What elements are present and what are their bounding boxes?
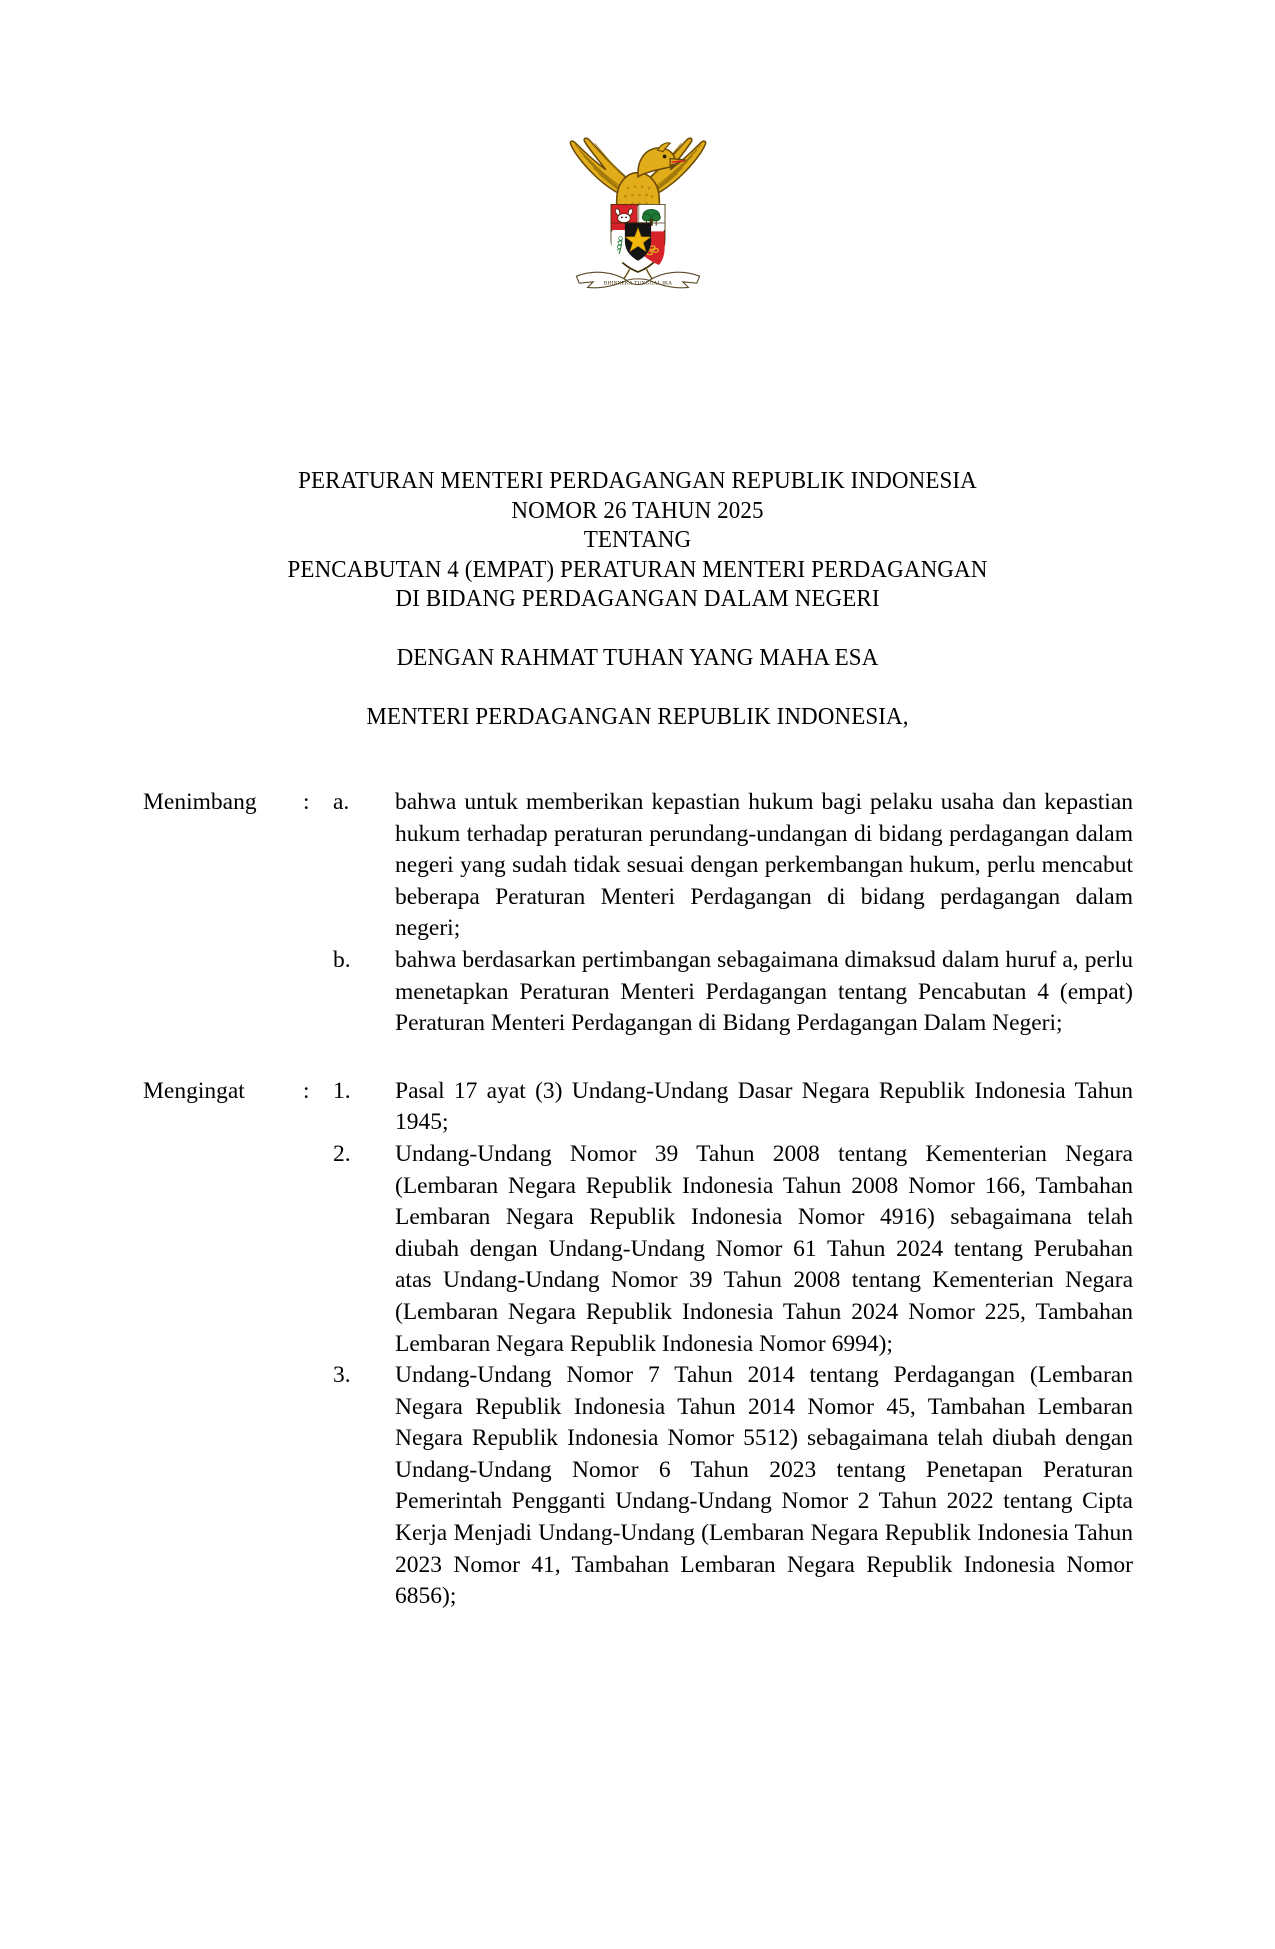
- clause-colon-menimbang: :: [303, 789, 310, 815]
- svg-text:BHINNEKA TUNGGAL IKA: BHINNEKA TUNGGAL IKA: [603, 280, 672, 287]
- item-text: Undang-Undang Nomor 7 Tahun 2014 tentang Perdagangan (Lembaran Negara Republik Indonesia Tahun 2014 Nomor 45, Tambahan Lembaran Negara Republik Indonesia Nomor 5512) sebagaimana telah diubah dengan Undang-Undang Nomor 6 Tahun 2023 tentang Penetapan Peraturan Pemerintah Pengganti Undang-Undang Nomor 2 Tahun 2022 tentang Cipta Kerja Menjadi Undang-Undang (Lembaran Negara Republik Indonesia Tahun 2023 Nomor 41, Tambahan Lembaran Negara Republik Indonesia Nomor 6856);: [395, 1362, 1133, 1610]
- item-text: Pasal 17 ayat (3) Undang-Undang Dasar Negara Republik Indonesia Tahun 1945;: [395, 1077, 1133, 1136]
- invocation-line: DENGAN RAHMAT TUHAN YANG MAHA ESA: [396, 644, 879, 671]
- page-title-line-3: TENTANG: [583, 526, 692, 553]
- list-item: [333, 1360, 1133, 1613]
- document-body: [143, 787, 1133, 1613]
- garuda-pancasila-emblem: [533, 118, 743, 293]
- item-text: bahwa berdasarkan pertimbangan sebagaimana dimaksud dalam huruf a, perlu menetapkan Peraturan Menteri Perdagangan tentang Pencabutan 4 (empat) Peraturan Menteri Perdagangan di Bidang Perdagangan Dalam Negeri;: [395, 946, 1133, 1037]
- item-marker: 3.: [333, 1362, 351, 1389]
- list-item: [333, 787, 1133, 945]
- clause-label-mengingat: Mengingat: [143, 1077, 245, 1104]
- list-item: [333, 945, 1133, 1040]
- clause-menimbang: [143, 787, 1133, 1040]
- item-marker: b.: [333, 946, 351, 973]
- item-marker: 1.: [333, 1077, 351, 1104]
- page-title-line-1: PERATURAN MENTERI PERDAGANGAN REPUBLIK INDONESIA: [298, 467, 977, 494]
- item-text: bahwa untuk memberikan kepastian hukum bagi pelaku usaha dan kepastian hukum terhadap peraturan perundang-undangan di bidang perdagangan dalam negeri yang sudah tidak sesuai dengan perkembangan hukum, perlu mencabut beberapa Peraturan Menteri Perdagangan di bidang perdagangan dalam negeri;: [395, 789, 1133, 942]
- title-spacer-2: [0, 673, 1275, 703]
- clause-items-menimbang: [333, 787, 1133, 1040]
- emblem-container: [0, 118, 1275, 298]
- page-title-line-4: PENCABUTAN 4 (EMPAT) PERATURAN MENTERI PERDAGANGAN: [287, 555, 988, 583]
- list-item: [333, 1076, 1133, 1139]
- clause-mengingat: [143, 1076, 1133, 1613]
- item-text: Undang-Undang Nomor 39 Tahun 2008 tentang Kementerian Negara (Lembaran Negara Republik Indonesia Tahun 2008 Nomor 166, Tambahan Lembaran Negara Republik Indonesia Nomor 4916) sebagaimana telah diubah dengan Undang-Undang Nomor 61 Tahun 2024 tentang Perubahan atas Undang-Undang Nomor 39 Tahun 2008 tentang Kementerian Negara (Lembaran Negara Republik Indonesia Tahun 2024 Nomor 225, Tambahan Lembaran Negara Republik Indonesia Nomor 6994);: [395, 1140, 1133, 1357]
- motto-ribbon: [576, 272, 699, 288]
- authority-line: MENTERI PERDAGANGAN REPUBLIK INDONESIA,: [366, 703, 909, 730]
- title-block: [0, 466, 1275, 732]
- clause-items-mengingat: [333, 1076, 1133, 1613]
- clause-label-menimbang: Menimbang: [143, 789, 257, 815]
- page-title-line-5: DI BIDANG PERDAGANGAN DALAM NEGERI: [395, 585, 880, 612]
- clause-colon-mengingat: :: [303, 1077, 310, 1104]
- title-spacer-1: [0, 614, 1275, 644]
- page-title-line-2: NOMOR 26 TAHUN 2025: [511, 496, 764, 524]
- list-item: [333, 1139, 1133, 1360]
- item-marker: a.: [333, 789, 350, 815]
- item-marker: 2.: [333, 1140, 351, 1167]
